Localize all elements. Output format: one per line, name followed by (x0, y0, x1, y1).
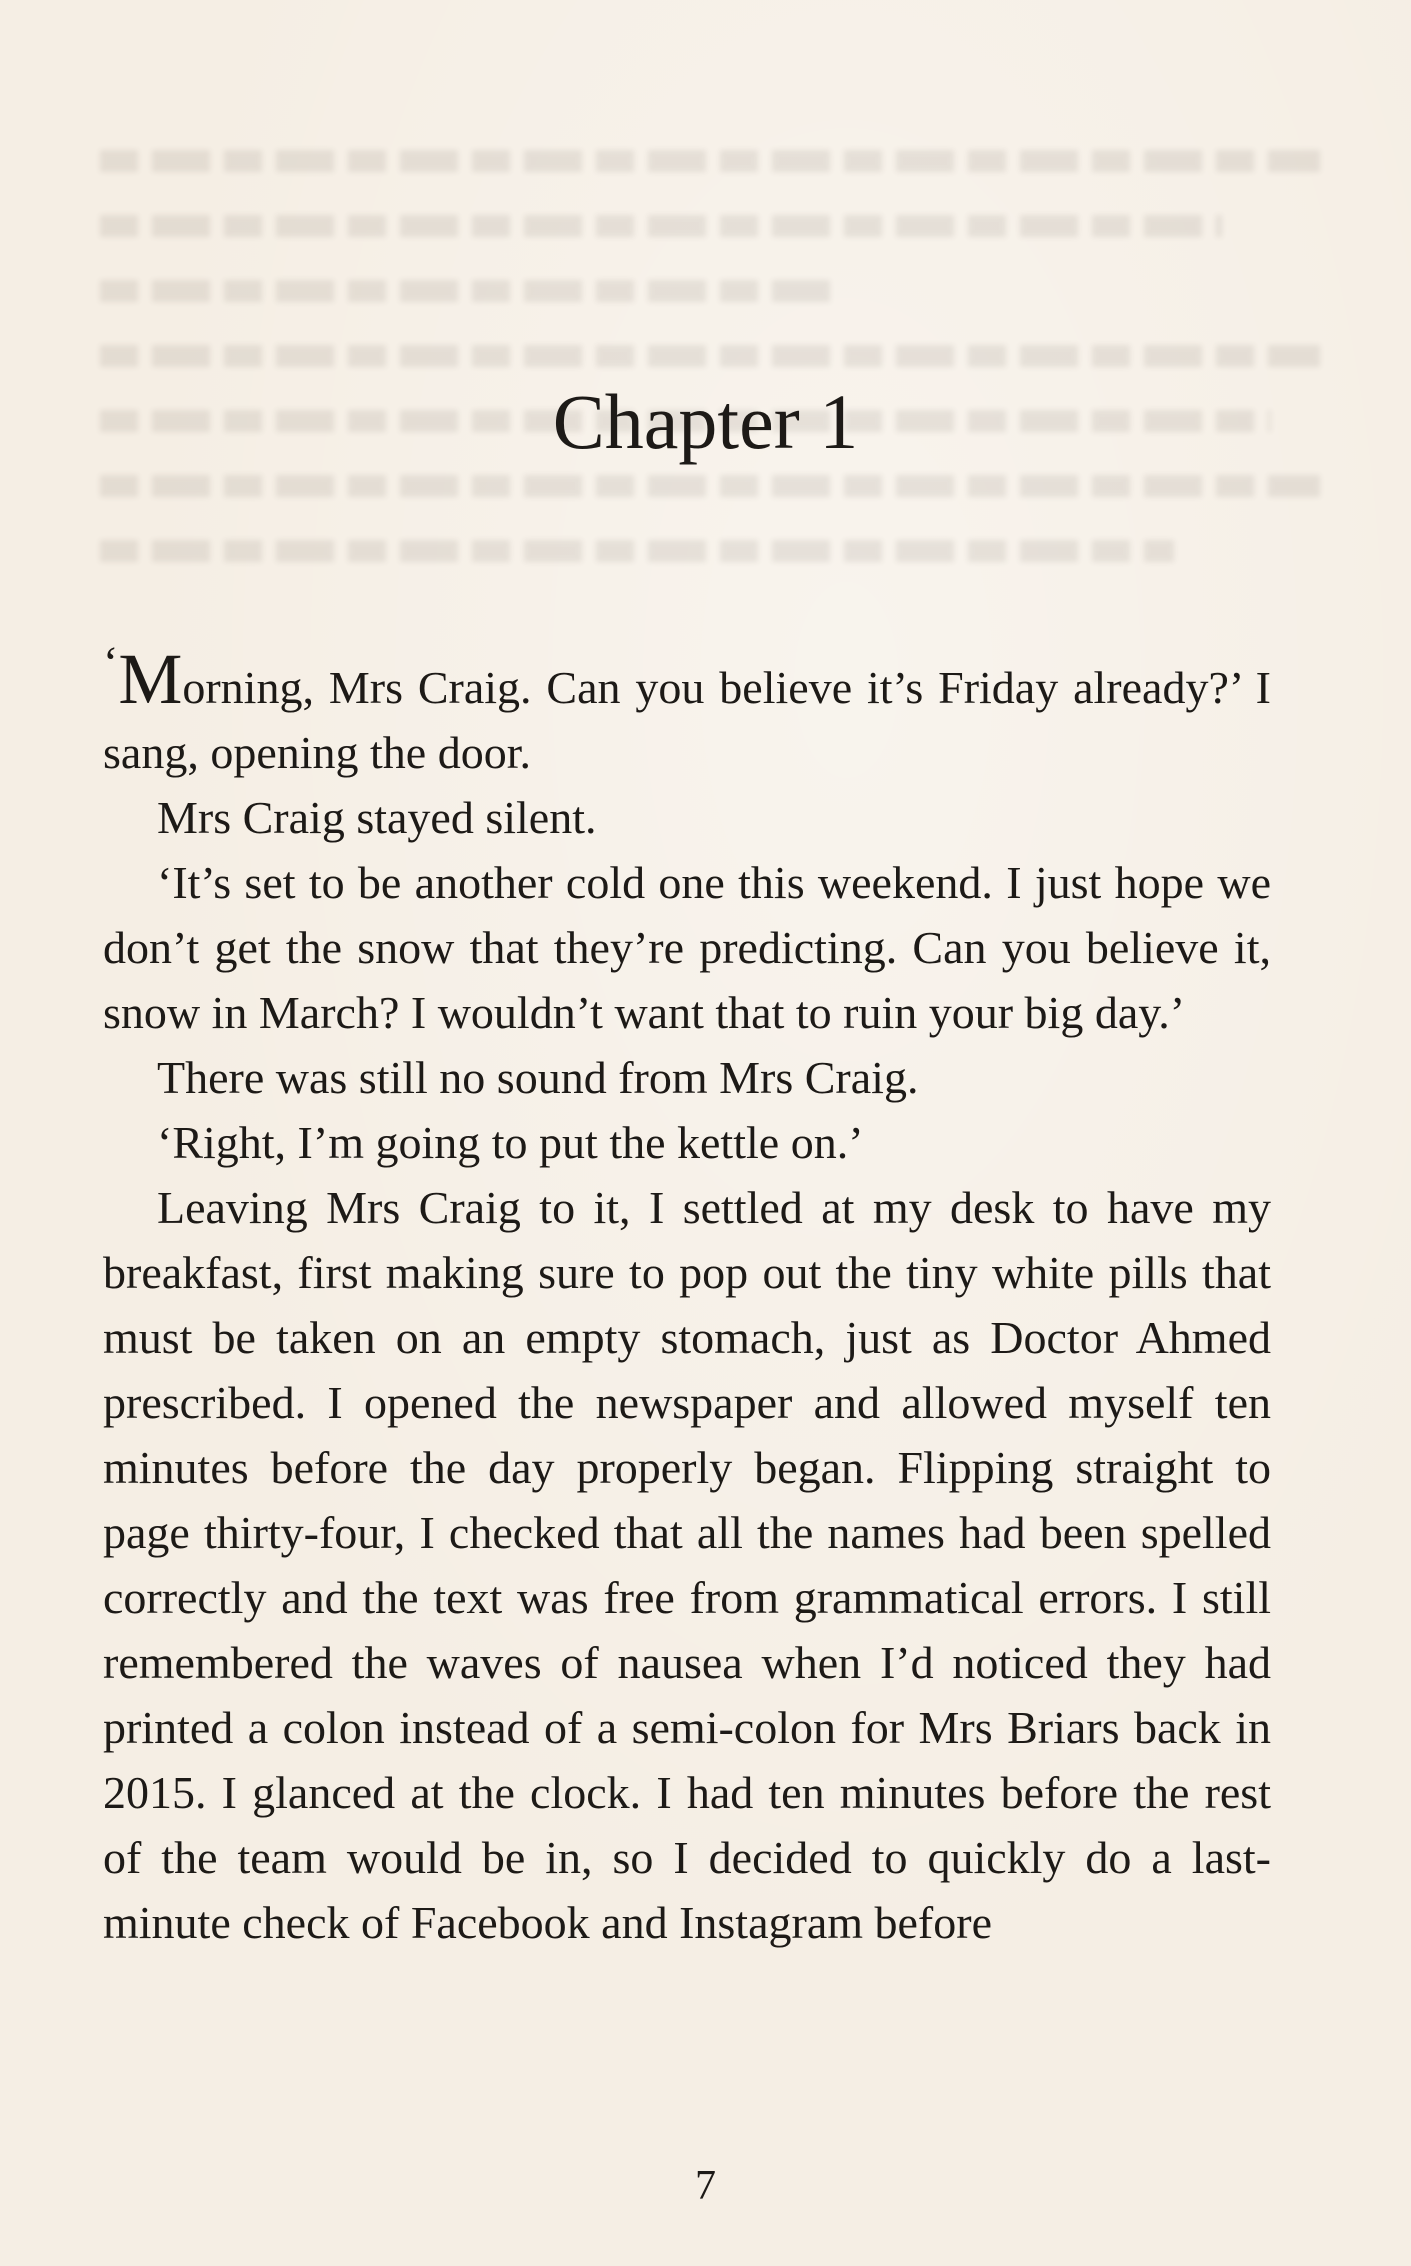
paragraph: There was still no sound from Mrs Craig. (157, 1052, 919, 1103)
drop-cap-letter: M (118, 639, 183, 719)
opening-paragraph-text: orning, Mrs Craig. Can you believe it’s Friday already?’ I sang, opening the door. (103, 662, 1271, 778)
paragraph: Leaving Mrs Craig to it, I settled at my desk to have my breakfast, first making sure to pop out the tiny white pills that must be taken on an empty stomach, just as Doctor Ahmed prescribed. I opened the newspaper and allowed myself ten minutes before the day properly began. Flipping straight to page thirty-four, I checked that all the names had been spelled correctly and the text was free from grammatical errors. I still remembered the waves of nausea when I’d noticed they had printed a colon instead of a semi-colon for Mrs Briars back in 2015. I glanced at the clock. I had ten minutes before the rest of the team would be in, so I decided to quickly do a last-minute check of Facebook and Instagram before (103, 1182, 1271, 1948)
paragraph: ‘It’s set to be another cold one this weekend. I just hope we don’t get the snow that they’re predicting. Can you believe it, snow in March? I wouldn’t want that to ruin your big day.’ (103, 857, 1271, 1038)
paragraph: Mrs Craig stayed silent. (157, 792, 597, 843)
chapter-title: Chapter 1 (552, 378, 859, 465)
body-text (103, 636, 1271, 1955)
paragraph: ‘Right, I’m going to put the kettle on.’ (157, 1117, 864, 1168)
page-number: 7 (695, 2163, 716, 2209)
opening-paragraph (103, 636, 1271, 785)
opening-quote-mark: ‘ (103, 636, 119, 688)
